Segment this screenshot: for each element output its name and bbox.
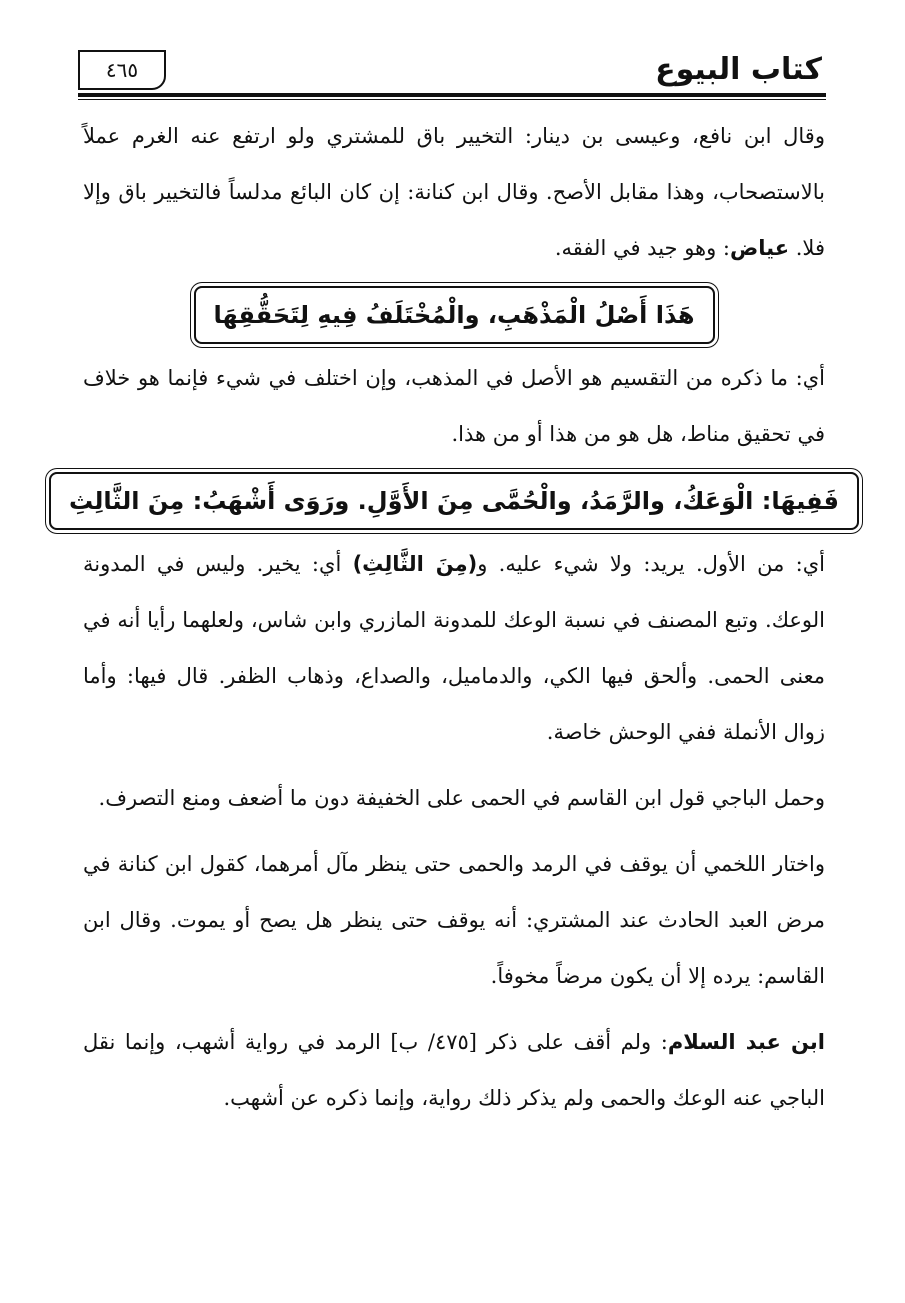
- body-paragraph: [83, 108, 825, 276]
- body-paragraph: [83, 770, 825, 826]
- paragraph-text: وحمل الباجي قول ابن القاسم في الحمى على الخفيفة دون ما أضعف ومنع التصرف.: [98, 786, 825, 810]
- page-number: ٤٦٥: [78, 50, 166, 90]
- page-body: [69, 108, 839, 1126]
- header-rule: [78, 93, 826, 97]
- book-title: كتاب البيوع: [655, 52, 822, 87]
- body-paragraph: [83, 350, 825, 462]
- paragraph-text: : ولم أقف على ذكر [٤٧٥/ ب] الرمد في رواية أشهب، وإنما نقل الباجي عنه الوعك والحمى ولم يذكر ذلك رواية، وإنما ذكره عن أشهب.: [83, 1030, 825, 1110]
- header-rule-thin: [78, 99, 826, 100]
- bold-term: ابن عبد السلام: [667, 1030, 825, 1054]
- body-paragraph: [83, 836, 825, 1004]
- body-paragraph: [83, 1014, 825, 1126]
- paragraph-text: أي: يخير. وليس في المدونة الوعك. وتبع المصنف في نسبة الوعك للمدونة المازري وابن شاس، ولعلهما رأيا أنه في معنى الحمى. وألحق فيها الكي، والدماميل، والصداع، وذهاب الظفر. قال فيها: وأما زوال الأنملة ففي الوحش خاصة.: [83, 552, 825, 744]
- bold-term: (مِنَ الثَّالِثِ): [352, 552, 478, 576]
- paragraph-text: : وهو جيد في الفقه.: [554, 236, 731, 260]
- paragraph-text: أي: من الأول. يريد: ولا شيء عليه. و: [477, 552, 825, 576]
- matn-text: فَفِيهَا: الْوَعَكُ، والرَّمَدُ، والْحُمَّى مِنَ الأَوَّلِ. ورَوَى أَشْهَبُ: مِنَ الثَّالِثِ: [49, 472, 859, 530]
- paragraph-text: واختار اللخمي أن يوقف في الرمد والحمى حتى ينظر مآل أمرهما، كقول ابن كنانة في مرض العبد الحادث عند المشتري: أنه يوقف حتى ينظر هل يصح أو يموت. وقال ابن القاسم: يرده إلا أن يكون مرضاً مخوفاً.: [83, 852, 825, 988]
- quoted-matn-box: [83, 286, 825, 344]
- quoted-matn-box: [69, 472, 839, 530]
- paragraph-text: أي: ما ذكره من التقسيم هو الأصل في المذهب، وإن اختلف في شيء فإنما هو خلاف في تحقيق مناط، هل هو من هذا أو من هذا.: [83, 366, 825, 446]
- page-header: [78, 48, 826, 98]
- paragraph-text: وقال ابن نافع، وعيسى بن دينار: التخيير باق للمشتري ولو ارتفع عنه الغرم عملاً بالاستصحاب، وهذا مقابل الأصح. وقال ابن كنانة: إن كان البائع مدلساً فالتخيير باق وإلا فلا.: [83, 124, 825, 260]
- body-paragraph: [83, 536, 825, 760]
- bold-term: عياض: [730, 236, 790, 260]
- matn-text: هَذَا أَصْلُ الْمَذْهَبِ، والْمُخْتَلَفُ فِيهِ لِتَحَقُّقِهَا: [194, 286, 715, 344]
